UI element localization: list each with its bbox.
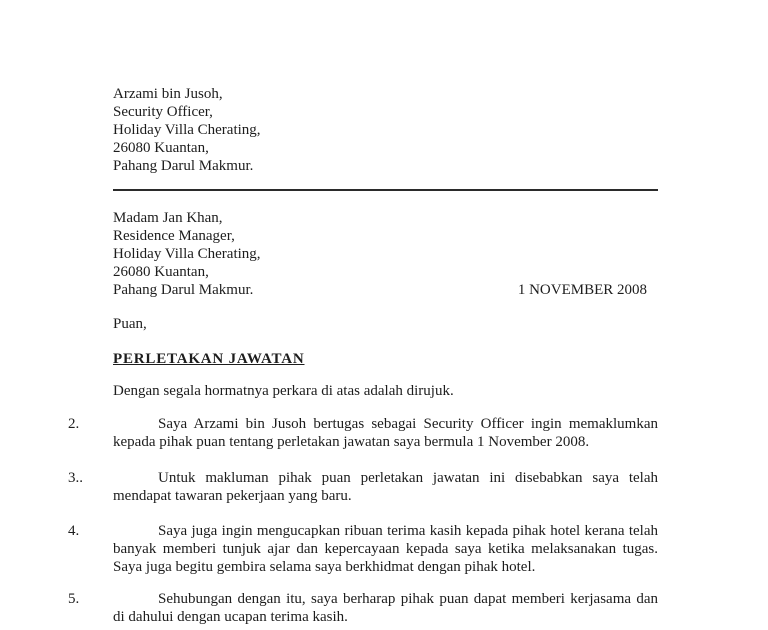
paragraph-line <box>68 415 658 433</box>
sender-title: Security Officer, <box>113 104 213 120</box>
paragraph-number: 5. <box>68 591 80 607</box>
paragraph-number: 4. <box>68 523 80 539</box>
paragraph-line: Saya juga begitu gembira selama saya berkhidmat dengan pihak hotel. <box>113 559 536 575</box>
recipient-company: Holiday Villa Cherating, <box>113 246 261 262</box>
sender-postcode-city: 26080 Kuantan, <box>113 140 209 156</box>
sender-state: Pahang Darul Makmur. <box>113 158 254 174</box>
divider-line <box>113 189 658 191</box>
sender-name: Arzami bin Jusoh, <box>113 86 223 102</box>
paragraph-text: Saya Arzami bin Jusoh bertugas sebagai Security Officer ingin memaklumkan <box>158 416 658 432</box>
paragraph-2 <box>68 415 658 451</box>
sender-address <box>113 85 658 175</box>
paragraph-number: 3.. <box>68 470 83 486</box>
paragraph-line: di dahului dengan ucapan terima kasih. <box>113 609 348 625</box>
paragraph-3 <box>68 469 658 505</box>
paragraph-text: Sehubungan dengan itu, saya berharap pihak puan dapat memberi kerjasama dan <box>158 591 658 607</box>
salutation: Puan, <box>113 316 147 332</box>
subject-heading: PERLETAKAN JAWATAN <box>113 351 305 367</box>
paragraph-text: Saya juga ingin mengucapkan ribuan terima kasih kepada pihak hotel kerana telah <box>158 523 658 539</box>
recipient-address <box>113 209 658 299</box>
paragraph-line <box>68 590 658 608</box>
recipient-state: Pahang Darul Makmur. <box>113 282 254 298</box>
paragraph-line: banyak memberi tunjuk ajar dan kepercayaan kepada saya ketika melaksanakan tugas. <box>113 541 658 557</box>
letter-content <box>68 0 658 630</box>
paragraph-line: kepada pihak puan tentang perletakan jawatan saya bermula 1 November 2008. <box>113 434 590 450</box>
paragraph-line <box>68 522 658 540</box>
paragraph-text: Untuk makluman pihak puan perletakan jawatan ini disebabkan saya telah <box>158 470 658 486</box>
paragraph-line: mendapat tawaran pekerjaan yang baru. <box>113 488 352 504</box>
letter-date: 1 NOVEMBER 2008 <box>517 282 647 298</box>
recipient-postcode-city: 26080 Kuantan, <box>113 264 209 280</box>
recipient-name: Madam Jan Khan, <box>113 210 223 226</box>
sender-company: Holiday Villa Cherating, <box>113 122 261 138</box>
opening-line: Dengan segala hormatnya perkara di atas adalah dirujuk. <box>113 383 454 399</box>
paragraph-4 <box>68 522 658 576</box>
recipient-title: Residence Manager, <box>113 228 235 244</box>
paragraph-line <box>68 469 658 487</box>
paragraph-number: 2. <box>68 416 80 432</box>
paragraph-5 <box>68 590 658 626</box>
